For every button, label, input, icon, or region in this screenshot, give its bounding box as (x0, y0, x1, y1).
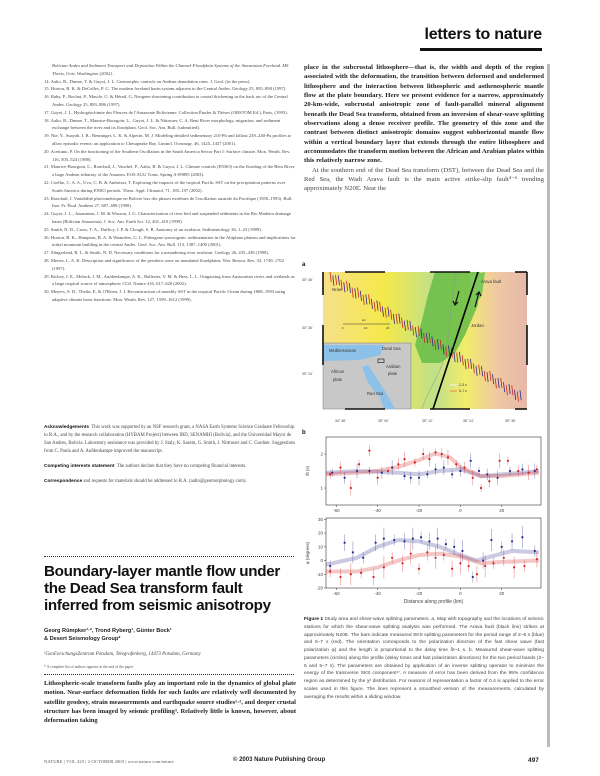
figure-1b-plots (300, 433, 545, 608)
x-tick-label: 0 (459, 508, 462, 513)
data-point-red (455, 463, 457, 465)
data-point-blue (459, 470, 461, 472)
dotted-divider (44, 556, 294, 557)
data-point-red (401, 562, 403, 564)
reference-item: 25. Smith, N. D., Cross, T. A., Dufficy, J. P. & Clough, S. R. Anatomy of an avulsion. Sedimentology 36, 1–23 (1989). (44, 226, 262, 232)
reference-item: 15. Horton, B. K. & DeCelles, P. G. The modern foreland basin system adjacent to the Central Andes. Geology 25, 895–898 (1997). (44, 86, 287, 92)
lon-tick: 35° 00' (378, 419, 389, 423)
data-point-blue (534, 550, 536, 552)
affiliation: ¹GeoForschungsZentrum Potsdam, Telegrafenberg, 14473 Potsdam, Germany (44, 652, 201, 657)
section-header: letters to nature (424, 26, 542, 43)
data-point-red (387, 470, 389, 472)
acknowledgements-text: This work was supported by an NSF research grant, a NASA Earth Systems Science Graduate Fellowship to R.A., and by the research collaboration (HYBAM Project) between IRD, SENAMHI (Bolivia), and the Universidad Mayor de San Andres, Bolivia. Laboratory assistance was provided by J. Staly, K. Sasem, G. Smith, J. Nittrouer and C. Gardner. Suggestions from C. Paola and A. Aufdenkampe improved the manuscript. (44, 425, 296, 454)
data-point-blue (428, 540, 430, 542)
data-point-red (503, 557, 505, 559)
data-point-red (360, 572, 362, 574)
reference-item: 18. Aalto, R., Dunne, T., Maurice-Bourgoin, L., Guyot, J. L. & Nittrouer, C. A. Beni River morphology, migration, and sediment exchange between the river and its floodplain. Geol. Soc. Am. Bull. (submitted). (44, 117, 281, 131)
y-tick-label: 10 (317, 544, 323, 550)
y-tick-label: -10 (316, 571, 323, 577)
data-point-blue (437, 537, 439, 539)
reference-item: 23. Ronchail, J. Variabilité pluviométrique en Bolivie lors des phases extrêmes de l'oscillation australe du Pacifique (1950–1993). Bull. Inst. Fr. Étud. Andines 27, 687–698 (1998). (44, 195, 293, 209)
y-axis-label: φ (degrees) (305, 541, 310, 565)
data-point-red (523, 565, 525, 567)
data-point-blue (509, 470, 511, 472)
data-point-blue (412, 537, 414, 539)
data-point-blue (375, 542, 377, 544)
data-point-red (459, 562, 461, 564)
data-point-blue (418, 477, 420, 479)
data-point-blue (470, 460, 472, 462)
reference-item: 27. Slingerland, R. L. & Smith, N. D. Necessary conditions for a meandering river avulsion. Geology 26, 435–438 (1998). (44, 250, 270, 256)
label-african-plate: plate (333, 377, 343, 382)
data-point-red (451, 568, 453, 570)
competing-text: The authors declare that they have no competing financial interests. (116, 463, 247, 469)
data-point-red (377, 477, 379, 479)
caption-label: Figure 1 (304, 617, 324, 622)
authors-line: Georg Rümpker¹·², Trond Ryberg¹, Günter Bock¹ (44, 628, 172, 634)
scale-tick: 10 (364, 326, 368, 330)
x-tick-label: 0 (459, 591, 462, 596)
back-matter (44, 424, 296, 492)
data-point-blue (426, 473, 428, 475)
data-point-blue (511, 540, 513, 542)
label-red-sea: Red Sea (367, 391, 384, 396)
data-point-red (463, 467, 465, 469)
label-israel: Israel (332, 287, 343, 292)
correspondence-text: and requests for materials should be addressed to R.A. (aalto@geomorphology.com). (83, 478, 247, 484)
data-point-blue (501, 546, 503, 548)
data-point-red (414, 461, 416, 463)
data-point-red (434, 557, 436, 559)
data-point-red (403, 458, 405, 460)
data-point-red (329, 570, 331, 572)
data-point-blue (383, 537, 385, 539)
data-point-red (410, 553, 412, 555)
label-dead-sea: Dead Sea (382, 346, 401, 351)
legend-red: 5–7 s (459, 389, 467, 393)
data-point-red (329, 473, 331, 475)
data-point-red (472, 477, 474, 479)
data-point-red (536, 558, 538, 560)
data-point-red (513, 566, 515, 568)
article-title: Boundary-layer mantle flow under the Dead Sea transform fault inferred from seismic anisotropy (44, 563, 280, 615)
journal-footer: NATURE | VOL 425 | 2 OCTOBER 2003 | www.nature.com/nature (44, 759, 174, 764)
data-point-red (527, 472, 529, 474)
data-point-red (447, 456, 449, 458)
data-point-red (443, 554, 445, 556)
correspondence (44, 478, 296, 486)
y-tick-label: 20 (317, 530, 323, 536)
correspondence-label: Correspondence (44, 478, 83, 484)
data-point-red (350, 487, 352, 489)
lon-tick: 34° 48' (335, 419, 346, 423)
acknowledgements-label: Acknowledgements (44, 425, 90, 430)
data-point-red (476, 573, 478, 575)
reference-items (44, 78, 296, 304)
panel-b-label: b (302, 430, 306, 436)
reference-item: 28. Mertes, L. A. K. Description and significance of the perirheic zone on inundated floodplains. Wat. Resour. Res. 33, 1749–1762 (1997). (44, 257, 285, 271)
caption-text: Study area and shear-wave splitting parameters. a, Map with topography and the locations of seismic stations for which the shear-wave splitting analysis was performed. The Arava fault (black line) strikes at approximately N20E. The bars indicate measured SKS splitting parameters for the period range of 2–5 s (blue) and 5–7 s (red). The orientation corresponds to the polarization direction of the fast shear wave (fast polarization φ) and the length is proportional to the delay time δt~1 s. b, Measured shear-wave splitting parameters (circles) along the profile (delay times and fast polarization directions) for the two period bands (2–5 and 5–7 s). The parameters are obtained by application of an inverse splitting operator to minimize the energy of the transverse SKS component¹⁷. A measure of error has been derived from the 95% confidence region as determined by the χ² distribution. For reasons of representation a factor of 0.4 is applied to the error scales used in this figure. The lines represent a smoothed version of the measurements, calculated by averaging the results within a sliding window. (304, 617, 545, 700)
x-tick-label: -20 (415, 591, 423, 596)
data-point-red (339, 467, 341, 469)
data-point-red (391, 557, 393, 559)
x-tick-label: -40 (374, 591, 381, 596)
reference-list (44, 62, 296, 304)
y-tick-label: 1 (320, 485, 323, 491)
data-point-blue (451, 473, 453, 475)
lon-tick: 35° 12' (422, 419, 433, 423)
lat-tick: 30° 36' (302, 326, 313, 330)
legend-blue: 2–5 s (459, 383, 467, 387)
data-point-blue (362, 557, 364, 559)
y-tick-label: 0 (320, 558, 323, 564)
x-tick-label: -20 (415, 508, 423, 513)
data-point-red (397, 463, 399, 465)
x-tick-label: 20 (499, 508, 505, 513)
data-point-blue (393, 539, 395, 541)
competing-label: Competing interests statement (44, 463, 115, 469)
x-tick-label: -60 (333, 591, 340, 596)
lon-tick: 35° 36' (505, 419, 516, 423)
header-rule (420, 48, 542, 51)
data-point-blue (445, 543, 447, 545)
reference-item: 20. Aceituno, P. On the functioning of the Southern Oscillation in the South America Sector Part I: Surface climate. Mon. Weath. Rev. 116, 505–524 (1988). (44, 148, 291, 162)
label-jordan: Jordan (471, 323, 484, 328)
x-tick-label: -40 (374, 508, 381, 513)
reference-item: 26. Horton, B. K., Hampton, B. A. & Waanders, G. L. Paleogene synorogenic sedimentation in the Altiplano plateau and implications for initial mountain building in the central Andes. Geol. Soc. Am. Bull. 113, 1387–1400 (2001). (44, 234, 296, 248)
label-arabian-plate: plate (388, 371, 398, 376)
label-mediterranean: Mediterranean (329, 348, 357, 353)
data-point-blue (352, 551, 354, 553)
data-point-blue (403, 475, 405, 477)
body-text (304, 63, 544, 194)
reference-item: 17. Guyot, J. L. Hydrogéochimie des Fleuves de l'Amazonie Bolivienne. Collection Études & Thèses (ORSTOM Ed.), Paris, (1993). (44, 109, 288, 115)
data-point-red (480, 487, 482, 489)
data-point-blue (403, 540, 405, 542)
data-point-blue (461, 550, 463, 552)
figure-1a-map (300, 265, 545, 430)
data-point-blue (443, 467, 445, 469)
page-number: 497 (528, 757, 539, 764)
data-point-blue (344, 542, 346, 544)
data-point-red (468, 565, 470, 567)
data-point-blue (453, 546, 455, 548)
author-list (44, 627, 294, 644)
dotted-divider (44, 674, 294, 675)
y-tick-label: -20 (316, 585, 323, 591)
data-point-red (507, 460, 509, 462)
data-point-red (492, 562, 494, 564)
reference-item: 14. Aalto, R., Dunne, T. & Guyot, J. L. Geomorphic controls on Andean denudation rates. J. Geol. (in the press). (44, 78, 251, 84)
reference-item: 19. Nie, Y., Suayah, I. B., Benninger, L. K. & Alperin, M. J. Modeling detailed sedimentary 210-Pb and fallout 239–240-Pu profiles to allow episodic events: an application to Chesapeake Bay. Limnol. Oceanogr. 46, 1425–1437 (2001). (44, 133, 292, 146)
reference-item: 21. Maurice-Bourgoin, L., Ronchail, J., Vauchel, P., Aalto, R. & Guyot, J. L. Climate controls (ENSO) on the flooding of the Beni River, a large Andean tributary of the Amazon. EOS AGU Trans. Spring A-09895 (2003). (44, 164, 296, 178)
y-axis-label: δt (s) (305, 466, 310, 476)
lat-tick: 30° 24' (302, 372, 313, 376)
data-point-blue (420, 536, 422, 538)
data-point-blue (521, 536, 523, 538)
data-point-blue (478, 470, 480, 472)
data-point-red (383, 566, 385, 568)
label-arava-fault: Arava fault (481, 279, 502, 284)
panel-a-label: a (302, 262, 306, 268)
data-point-red (368, 450, 370, 452)
data-point-blue (410, 477, 412, 479)
body-paragraph: At the southern end of the Dead Sea transform (DST), between the Dead Sea and the Red Sea, the Wadi Arava fault is the main active strike-slip fault⁴⁻⁶ trending approximately N20E. Near the (304, 166, 544, 193)
data-point-blue (490, 539, 492, 541)
lat-tick: 30° 48' (302, 278, 313, 282)
reference-continuation: Bolivian Andes and Sediment Transport and Deposition Within the Channel-Floodplain Systems of the Amazonian Foreland. MS Thesis, Univ. Washington (2002). (52, 63, 289, 76)
reference-item: 24. Guyot, J. L., Jouanneau, J. M. & Wasson, J. G. Characterisation of river bed and suspended sediments in the Rio Madeira drainage basin (Bolivian Amazonia). J. Soc. Am. Earth Sci. 12, 401–410 (1999). (44, 211, 291, 224)
copyright: © 2003 Nature Publishing Group (233, 757, 326, 763)
data-point-red (488, 480, 490, 482)
data-point-red (339, 576, 341, 578)
x-tick-label: -60 (333, 508, 340, 513)
data-point-red (441, 453, 443, 455)
reference-item: 30. Meyers, S. D., Thelin, E. & O'Brien, J. J. Reconstruction of monthly SST in the tropical Pacific Ocean during 1868–1993 using adaptive climate basis functions. Mon. Weath. Rev. 127, 1599–1612 (1999). (44, 289, 286, 302)
data-point-red (418, 568, 420, 570)
data-point-red (517, 470, 519, 472)
competing-interests (44, 463, 296, 471)
column-rule (547, 64, 550, 747)
data-point-red (426, 551, 428, 553)
data-point-blue (521, 468, 523, 470)
authors-line: & Desert Seismology Group* (44, 636, 121, 643)
data-point-red (499, 460, 501, 462)
label-arabian: Arabian (386, 364, 401, 369)
x-axis-label: Distance along profile (km) (403, 599, 464, 605)
author-footnote: * A complete list of authors appears at the end of the paper (44, 665, 134, 669)
data-point-red (372, 576, 374, 578)
scale-tick: 20 (386, 326, 390, 330)
x-tick-label: 20 (499, 591, 505, 596)
data-point-red (434, 451, 436, 453)
reference-item: 16. Baby, P., Rochat, P., Mascle, G. & Hérail, G. Neogene shortening contribution to crustal thickening in the back arc of the Central Andes. Geology 25, 883–886 (1997). (44, 94, 288, 107)
acknowledgements (44, 424, 296, 456)
data-point-red (422, 453, 424, 455)
y-tick-label: 30 (317, 516, 323, 522)
data-point-red (428, 458, 430, 460)
data-point-blue (472, 576, 474, 578)
label-african: African (331, 369, 345, 374)
data-point-red (350, 573, 352, 575)
y-tick-label: 2 (320, 451, 323, 457)
data-point-red (536, 468, 538, 470)
figure-caption (304, 616, 544, 701)
data-point-red (484, 565, 486, 567)
data-point-blue (434, 468, 436, 470)
scale-unit: km (362, 318, 366, 322)
reference-item: 29. Richey, J. E., Melack, J. M., Aufdenkampe, A. K., Ballester, V. M. & Hess, L. L. Outgassing from Amazonian rivers and wetlands as a large tropical source of atmospheric CO2. Nature 416, 617–620 (2002). (44, 273, 295, 287)
reference-item: 22. Coelho, C. A. S., Uvo, C. B. & Ambrizzi, T. Exploring the impacts of the tropical Pacific SST on the precipitation patterns over South America during ENSO periods. Theor. Appl. Climatol. 71, 185–197 (2002). (44, 179, 286, 193)
lon-tick: 35° 24' (463, 419, 474, 423)
data-point-red (358, 463, 360, 465)
data-point-blue (344, 477, 346, 479)
abstract-continuation: place in the subcrustal lithosphere—that is, the width and depth of the region associated with the deformation, the transition between deformed and undeformed lithosphere and the interaction between lithospheric and asthenospheric mantle flow at the plate boundary. Here we present evidence for a narrow, approximately 20-km-wide, subcrustal anisotropic zone of fault-parallel mineral alignment beneath the Dead Sea transform, obtained from an inversion of shear-wave splitting observations along a dense receiver profile. The geometry of this zone and the contrast between distinct anisotropic domains suggest subhorizontal mantle flow within a vertical boundary layer that extends through the entire lithosphere and accommodates the transform motion between the African and Arabian plates within this relatively narrow zone. (304, 64, 544, 165)
abstract: Lithospheric-scale transform faults play an important role in the dynamics of global plate motion. Near-surface deformation fields for such faults are relatively well documented by satellite geodesy, strain measurements and earthquake source studies¹·², and deeper crustal structure has been imaged by seismic profiling³. Relatively little is known, however, about deformation taking (44, 680, 296, 725)
scale-tick: 0 (342, 326, 344, 330)
